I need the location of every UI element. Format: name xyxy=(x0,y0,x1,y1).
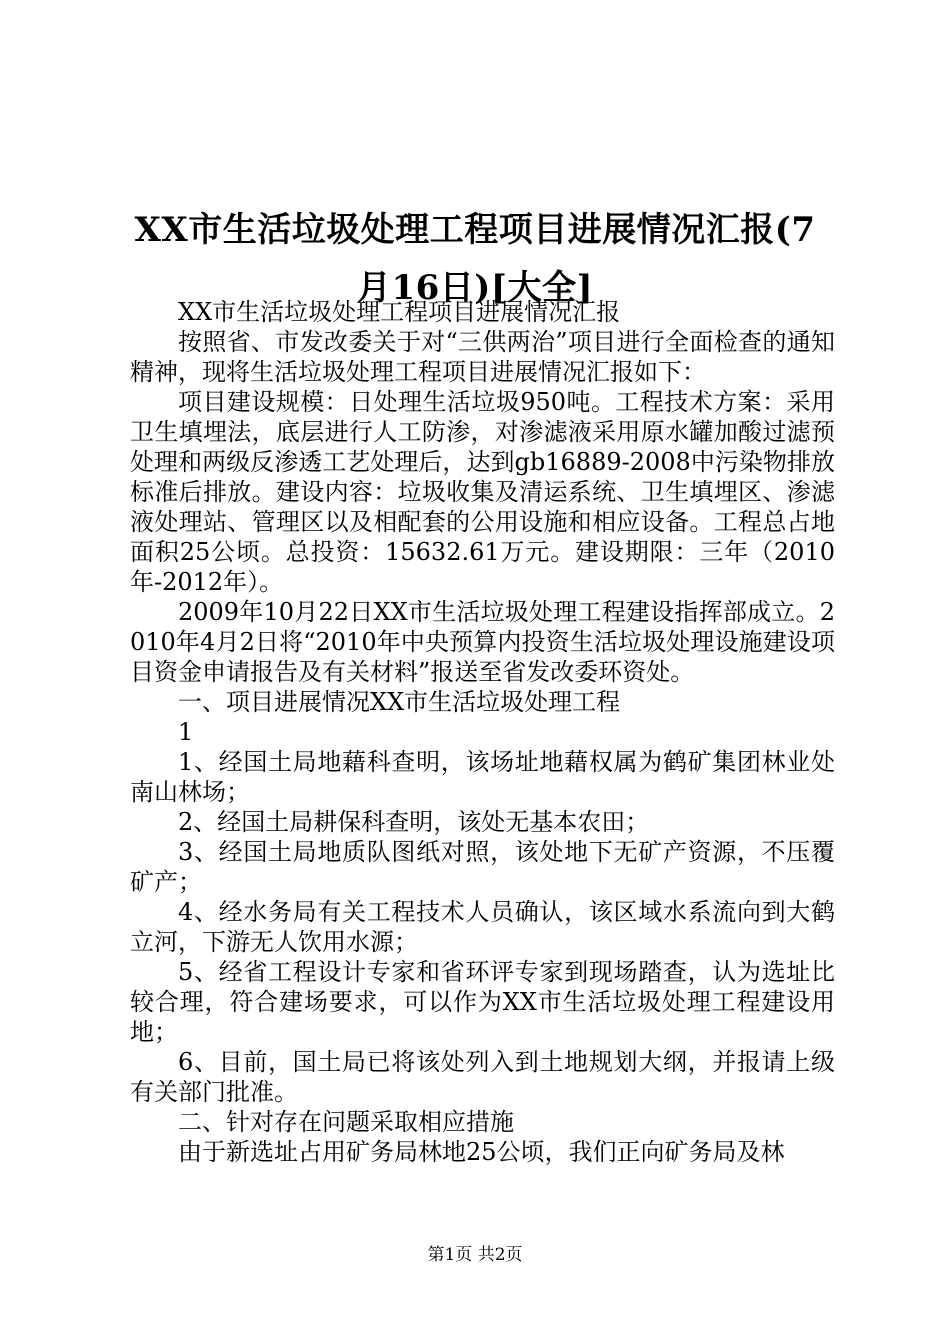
list-item: 3、经国土局地质队图纸对照，该处地下无矿产资源，不压覆矿产； xyxy=(130,838,835,896)
list-item: 4、经水务局有关工程技术人员确认，该区域水系流向到大鹤立河，下游无人饮用水源； xyxy=(130,898,835,956)
document-body xyxy=(130,297,835,1167)
paragraph: 2009年10月22日XX市生活垃圾处理工程建设指挥部成立。2010年4月2日将“2010年中央预算内投资生活垃圾处理设施建设项目资金申请报告及有关材料”报送至省发改委环资处。 xyxy=(130,598,835,686)
section-heading: 二、针对存在问题采取相应措施 xyxy=(178,1108,514,1136)
paragraph: 按照省、市发改委关于对“三供两治”项目进行全面检查的通知精神，现将生活垃圾处理工程项目进展情况汇报如下： xyxy=(130,328,835,386)
list-item: 5、经省工程设计专家和省环评专家到现场踏查，认为选址比较合理，符合建场要求，可以作为XX市生活垃圾处理工程建设用地； xyxy=(130,958,835,1046)
paragraph: 1 xyxy=(178,718,194,746)
page-title: XX市生活垃圾处理工程项目进展情况汇报(7月16日)[大全] xyxy=(134,209,816,308)
paragraph: XX市生活垃圾处理工程项目进展情况汇报 xyxy=(178,298,621,326)
list-item: 6、目前，国土局已将该处列入到土地规划大纲，并报请上级有关部门批准。 xyxy=(130,1048,835,1106)
page-footer: 第1页 共2页 xyxy=(427,1245,523,1265)
list-item: 1、经国土局地藉科查明，该场址地藉权属为鹤矿集团林业处南山林场； xyxy=(130,748,835,806)
section-heading: 一、项目进展情况XX市生活垃圾处理工程 xyxy=(178,688,621,716)
list-item: 2、经国土局耕保科查明，该处无基本农田； xyxy=(178,808,650,836)
paragraph: 项目建设规模：日处理生活垃圾950吨。工程技术方案：采用卫生填埋法，底层进行人工防渗，对渗滤液采用原水罐加酸过滤预处理和两级反渗透工艺处理后，达到gb16889-2008中污染物排放标准后排放。建设内容：垃圾收集及清运系统、卫生填埋区、渗滤液处理站、管理区以及相配套的公用设施和相应设备。工程总占地面积25公顷。总投资：15632.61万元。建设期限：三年（2010年-2012年）。 xyxy=(130,388,835,596)
paragraph: 由于新选址占用矿务局林地25公顷，我们正向矿务局及林 xyxy=(178,1138,785,1166)
